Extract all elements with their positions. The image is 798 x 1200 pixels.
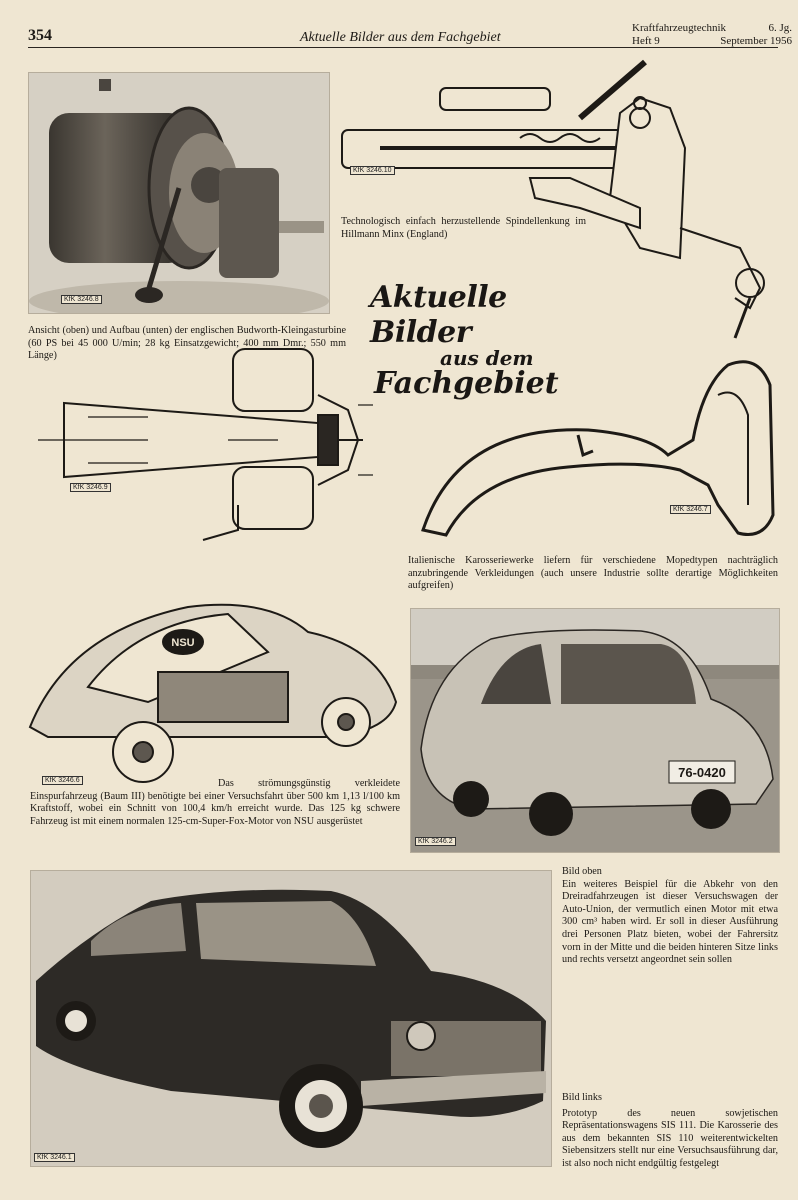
figure-tag: KfK 3246.6 xyxy=(42,776,83,785)
figure-tag: KfK 3246.10 xyxy=(350,166,395,175)
figure-tag: KfK 3246.1 xyxy=(34,1153,75,1162)
turbine-photo xyxy=(28,72,330,314)
running-title: Aktuelle Bilder aus dem Fachgebiet xyxy=(300,30,501,45)
caption-heading: Bild oben xyxy=(562,866,602,877)
caption-bild-oben xyxy=(562,866,778,967)
journal-date: September 1956 xyxy=(720,35,792,47)
title-line2: aus dem xyxy=(440,346,534,370)
title-line1: Aktuelle Bilder xyxy=(370,280,507,350)
journal-info xyxy=(632,22,792,48)
caption-text: Prototyp des neuen sowjetischen Repräsentationswagens SIS 111. Die Karosserie des aus dem bekannten SIS 110 weiterentwickelten Siebensitzers stellt nur eine Versuchsausführung dar, ist also noch nicht endgültig festgelegt xyxy=(562,1107,778,1169)
figure-tag: KfK 3246.9 xyxy=(70,483,111,492)
turbine-section-drawing xyxy=(28,345,373,550)
figure-tag: KfK 3246.7 xyxy=(670,505,711,514)
auto-union-photo xyxy=(410,608,780,853)
journal-volume: 6. Jg. xyxy=(768,22,792,34)
caption-nsu: Das strömungsgünstig verkleidete Einspurfahrzeug (Baum III) benötigte bei einer Versuchsfahrt über 500 km 1,13 l/100 km Kraftstoff, wobei ein Schnitt von 100,4 km/h erreicht wurde. Das 125 kg schwere Fahrzeug ist mit einem normalen 125-cm-Super-Fox-Motor von NSU ausgerüstet xyxy=(30,778,400,827)
sis111-photo xyxy=(30,870,552,1167)
nsu-badge: NSU xyxy=(171,637,195,649)
caption-steering: Technologisch einfach herzustellende Spindellenkung im Hillmann Minx (England) xyxy=(341,216,586,240)
journal-issue: Heft 9 xyxy=(632,35,660,47)
caption-turbine: Ansicht (oben) und Aufbau (unten) der englischen Budworth-Kleingasturbine (60 PS bei 45 000 U/min; 28 kg Einsatzgewicht; 400 mm Dmr.; 550 mm Länge) xyxy=(28,325,346,362)
caption-text: Ein weiteres Beispiel für die Abkehr von den Dreiradfahrzeugen ist dieser Versuchswagen der Auto-Union, der vermutlich einen Motor mit etwa 300 cm³ haben wird. Er soll in dieser Ausführung drei Personen Platz bieten, wobei der Fahrersitz vorn in der Mitte und die beiden hinteren Sitze links und rechts versetzt angeordnet sein sollen xyxy=(562,878,778,966)
page-number: 354 xyxy=(28,27,52,44)
nsu-streamliner-drawing xyxy=(28,592,398,790)
moped-fairing-drawing xyxy=(418,355,780,545)
license-plate: 76-0420 xyxy=(678,765,726,780)
caption-bild-links xyxy=(562,1092,778,1171)
journal-name: Kraftfahrzeugtechnik xyxy=(632,22,727,34)
header-rule xyxy=(28,47,778,48)
caption-fairing: Italienische Karosseriewerke liefern für verschiedene Mopedtypen nachträglich anzubringende Verkleidungen (auch unsere Industrie sollte derartige Möglichkeiten aufgreifen) xyxy=(408,555,778,592)
figure-tag: KfK 3246.8 xyxy=(61,295,102,304)
title-line3: Fachgebiet xyxy=(374,366,559,401)
caption-heading: Bild links xyxy=(562,1092,602,1103)
figure-tag: KfK 3246.2 xyxy=(415,837,456,846)
